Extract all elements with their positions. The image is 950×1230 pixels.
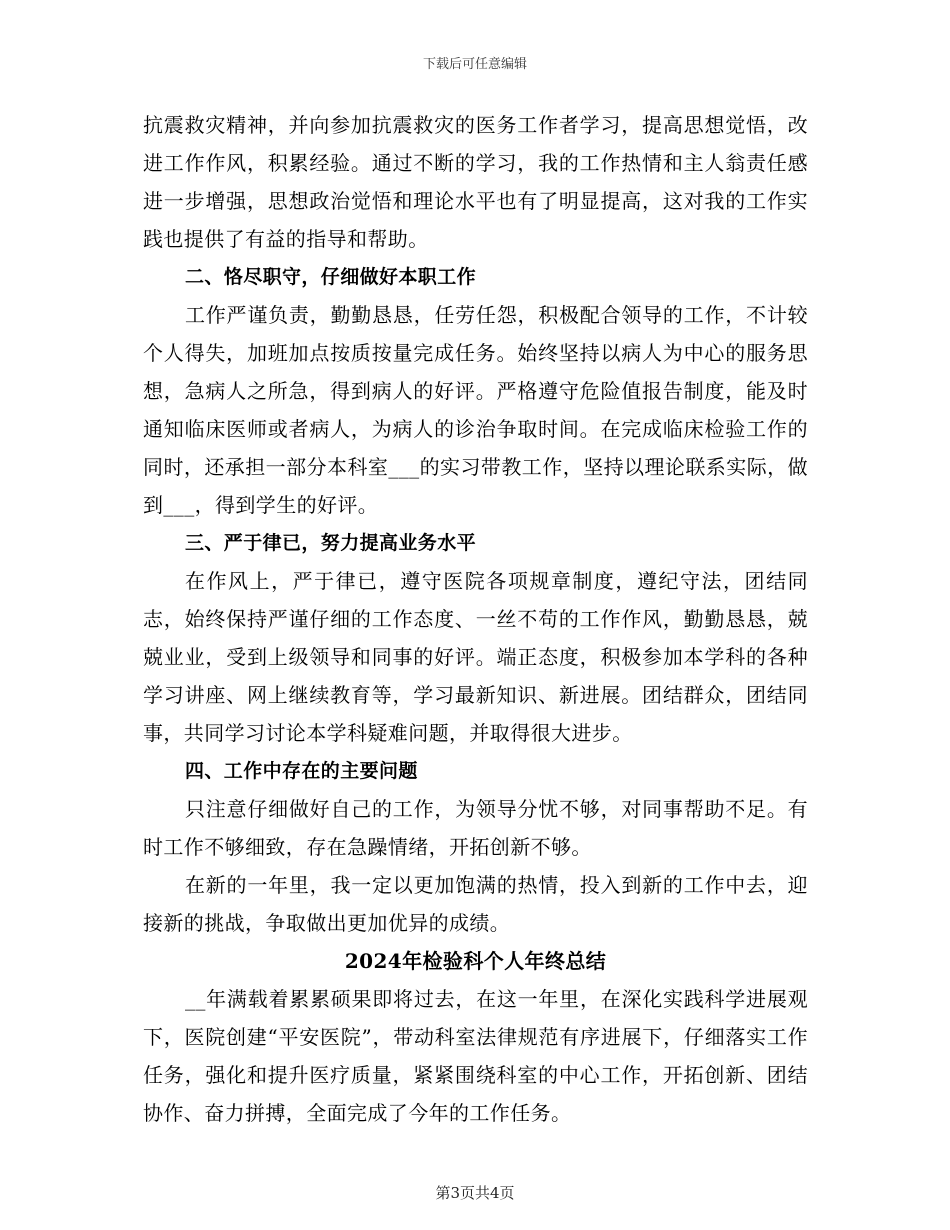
- paragraph-2: 工作严谨负责，勤勤恳恳，任劳任怨，积极配合领导的工作，不计较个人得失，加班加点按质按量完成任务。始终坚持以病人为中心的服务思想，急病人之所急，得到病人的好评。严格遵守危险值报告制度，能及时通知临床医师或者病人，为病人的诊治争取时间。在完成临床检验工作的同时，还承担一部分本科室___的实习带教工作，坚持以理论联系实际，做到___，得到学生的好评。: [143, 303, 808, 517]
- page-number: 第3页共4页: [435, 1184, 515, 1202]
- section-heading-2: 二、恪尽职守，仔细做好本职工作: [185, 266, 477, 288]
- document-body: [143, 106, 808, 1132]
- section-heading-3: 三、严于律已，努力提高业务水平: [185, 532, 477, 554]
- section-heading-4: 四、工作中存在的主要问题: [185, 760, 418, 782]
- document-title: 2024年检验科个人年终总结: [344, 949, 607, 973]
- paragraph-3: 在作风上，严于律已，遵守医院各项规章制度，遵纪守法，团结同志，始终保持严谨仔细的工作态度、一丝不苟的工作作风，勤勤恳恳，兢兢业业，受到上级领导和同事的好评。端正态度，积极参加本学科的各种学习讲座、网上继续教育等，学习最新知识、新进展。团结群众，团结同事，共同学习讨论本学科疑难问题，并取得很大进步。: [143, 569, 808, 745]
- paragraph-4: 只注意仔细做好自己的工作，为领导分忧不够，对同事帮助不足。有时工作不够细致，存在急躁情绪，开拓创新不够。: [143, 797, 808, 859]
- paragraph-6: __年满载着累累硕果即将过去，在这一年里，在深化实践科学进展观下，医院创建“平安医院”，带动科室法律规范有序进展下，仔细落实工作任务，强化和提升医疗质量，紧紧围绕科室的中心工作，开拓创新、团结协作、奋力拼搏，全面完成了今年的工作任务。: [143, 987, 808, 1125]
- paragraph-5: 在新的一年里，我一定以更加饱满的热情，投入到新的工作中去，迎接新的挑战，争取做出更加优异的成绩。: [143, 873, 808, 935]
- page-header: 下载后可任意编辑: [422, 57, 527, 72]
- paragraph-1: 抗震救灾精神，并向参加抗震救灾的医务工作者学习，提高思想觉悟，改进工作作风，积累经验。通过不断的学习，我的工作热情和主人翁责任感进一步增强，思想政治觉悟和理论水平也有了明显提高，这对我的工作实践也提供了有益的指导和帮助。: [143, 113, 808, 251]
